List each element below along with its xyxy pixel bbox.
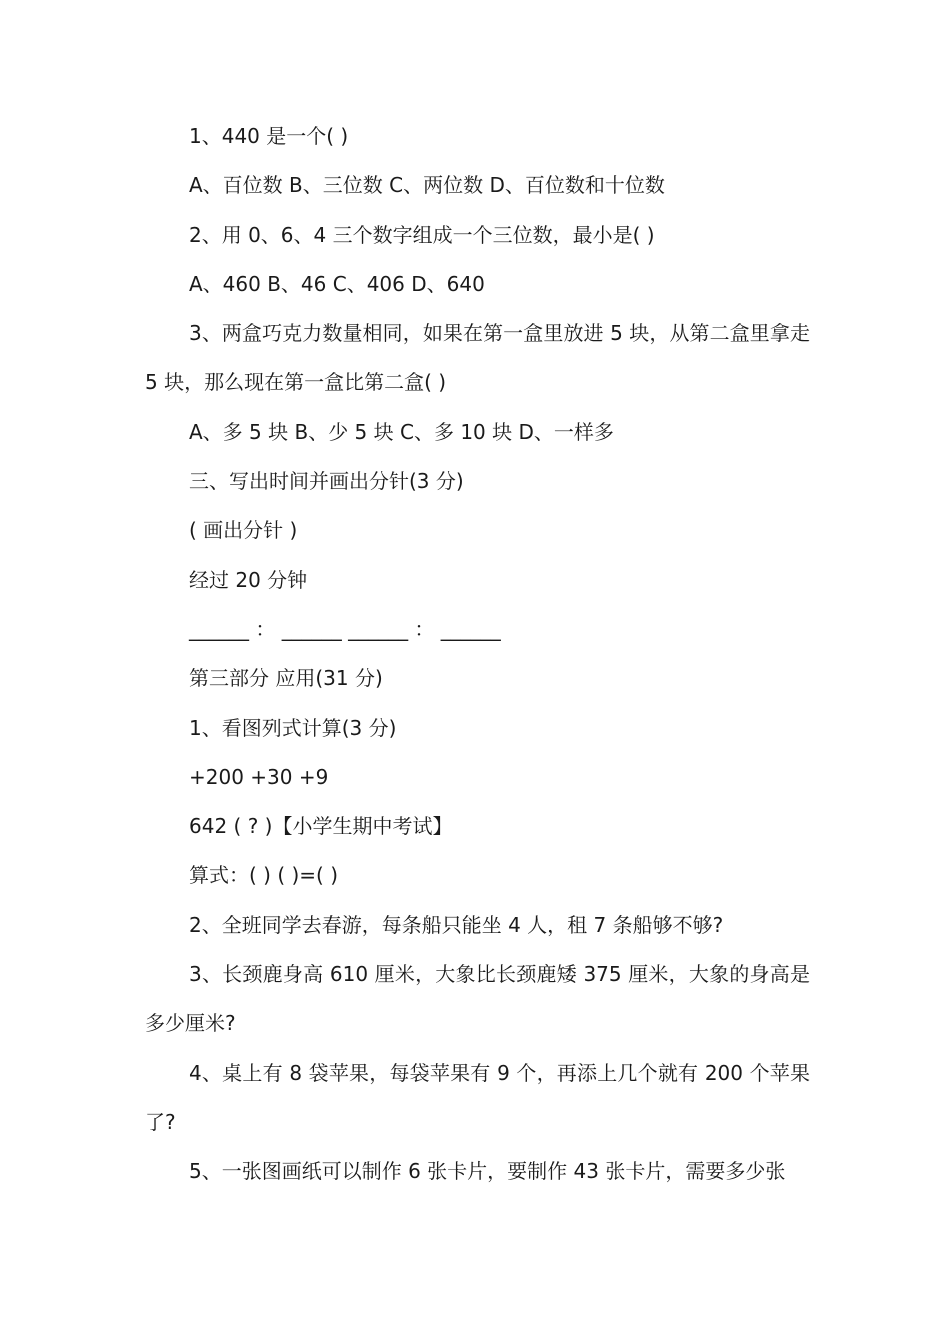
question-3-options: A、多 5 块 B、少 5 块 C、多 10 块 D、一样多	[189, 419, 614, 444]
question-2-options: A、460 B、46 C、406 D、640	[189, 271, 485, 296]
diagram-steps: +200 +30 +9	[189, 764, 329, 789]
section-heading-application: 第三部分 应用(31 分)	[189, 666, 383, 691]
application-question-2: 2、全班同学去春游，每条船只能坐 4 人，租 7 条船够不够?	[189, 912, 724, 937]
application-question-5: 5、一张图画纸可以制作 6 张卡片，要制作 43 张卡片，需要多少张	[189, 1159, 786, 1184]
elapsed-time-note: 经过 20 分钟	[189, 567, 308, 592]
question-2: 2、用 0、6、4 三个数字组成一个三位数，最小是( )	[189, 222, 655, 247]
document-body	[145, 112, 817, 1197]
diagram-result: 642 ( ? )【小学生期中考试】	[189, 814, 453, 839]
draw-minute-hand-note: ( 画出分针 )	[189, 518, 298, 543]
time-blanks: ______ ： ______ ______ ： ______	[189, 616, 501, 641]
section-heading-time: 三、写出时间并画出分针(3 分)	[189, 469, 464, 494]
question-1-options: A、百位数 B、三位数 C、两位数 D、百位数和十位数	[189, 173, 665, 198]
question-3: 3、两盒巧克力数量相同，如果在第一盒里放进 5 块，从第二盒里拿走 5 块，那么现在第一盒比第二盒( )	[145, 321, 817, 395]
application-question-4: 4、桌上有 8 袋苹果，每袋苹果有 9 个，再添上几个就有 200 个苹果了?	[145, 1060, 810, 1134]
application-question-1: 1、看图列式计算(3 分)	[189, 715, 397, 740]
application-question-3: 3、长颈鹿身高 610 厘米，大象比长颈鹿矮 375 厘米，大象的身高是多少厘米?	[145, 962, 810, 1036]
question-1: 1、440 是一个( )	[189, 124, 349, 148]
formula-line: 算式：( ) ( )=( )	[189, 863, 339, 888]
